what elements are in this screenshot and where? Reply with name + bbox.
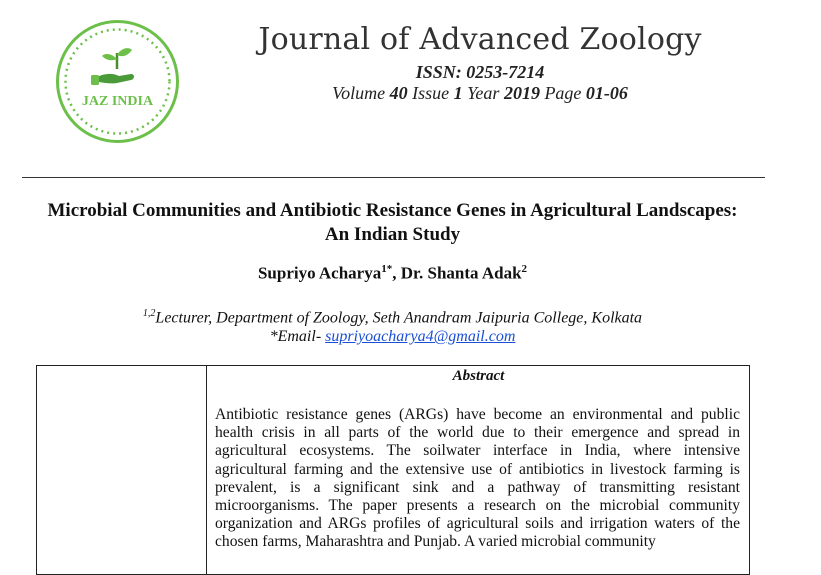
affiliation-line <box>40 304 745 327</box>
author-1: Supriyo Acharya <box>257 263 382 283</box>
author-1-affil: 1* <box>381 263 393 275</box>
volume-number: 40 <box>389 83 408 103</box>
abstract-heading: Abstract <box>452 368 505 384</box>
email-line <box>40 327 745 346</box>
abstract-text: Antibiotic resistance genes (ARGs) have become an environmental and public health crisis in all parts of the world due to their emergence and spread in agricultural ecosystems. The soilwater interface in India, where intensive agricultural farming and the extensive use of antibiotics in livestock farming is prevalent, is a significant sink and a pathway of transmitting resistant microorganisms. The paper presents a research on the microbial community organization and ARGs profiles of agricultural soils and irrigation waters of the chosen farms, Maharashtra and Punjab. A varied microbial community <box>215 406 740 551</box>
author-line <box>40 263 745 284</box>
affiliation-marker: 1,2 <box>142 308 156 319</box>
volume-label: Volume <box>332 83 386 103</box>
abstract-column-divider <box>206 365 207 575</box>
email-label: *Email- <box>269 328 326 346</box>
article-title: Microbial Communities and Antibiotic Resistance Genes in Agricultural Landscapes: An Indian Study <box>47 200 738 245</box>
email-link[interactable]: supriyoacharya4@gmail.com <box>325 328 516 346</box>
year-label: Year <box>467 83 500 103</box>
issue-number: 1 <box>453 83 463 103</box>
journal-logo <box>55 19 180 144</box>
affiliation-block <box>40 304 745 346</box>
issn: ISSN: 0253-7214 <box>415 62 545 82</box>
page-range: 01-06 <box>585 83 628 103</box>
plant-in-hand-icon <box>91 48 134 85</box>
year-value: 2019 <box>503 83 540 103</box>
volume-line <box>200 83 760 104</box>
header-divider <box>22 177 765 178</box>
journal-title: Journal of Advanced Zoology <box>258 22 702 57</box>
logo-text: JAZ INDIA <box>81 94 154 109</box>
page-label: Page <box>544 83 582 103</box>
author-2-affil: 2 <box>521 263 528 275</box>
author-separator: , <box>392 263 401 283</box>
author-2: Dr. Shanta Adak <box>400 263 522 283</box>
issue-label: Issue <box>412 83 450 103</box>
affiliation-text: Lecturer, Department of Zoology, Seth Anandram Jaipuria College, Kolkata <box>155 309 643 327</box>
